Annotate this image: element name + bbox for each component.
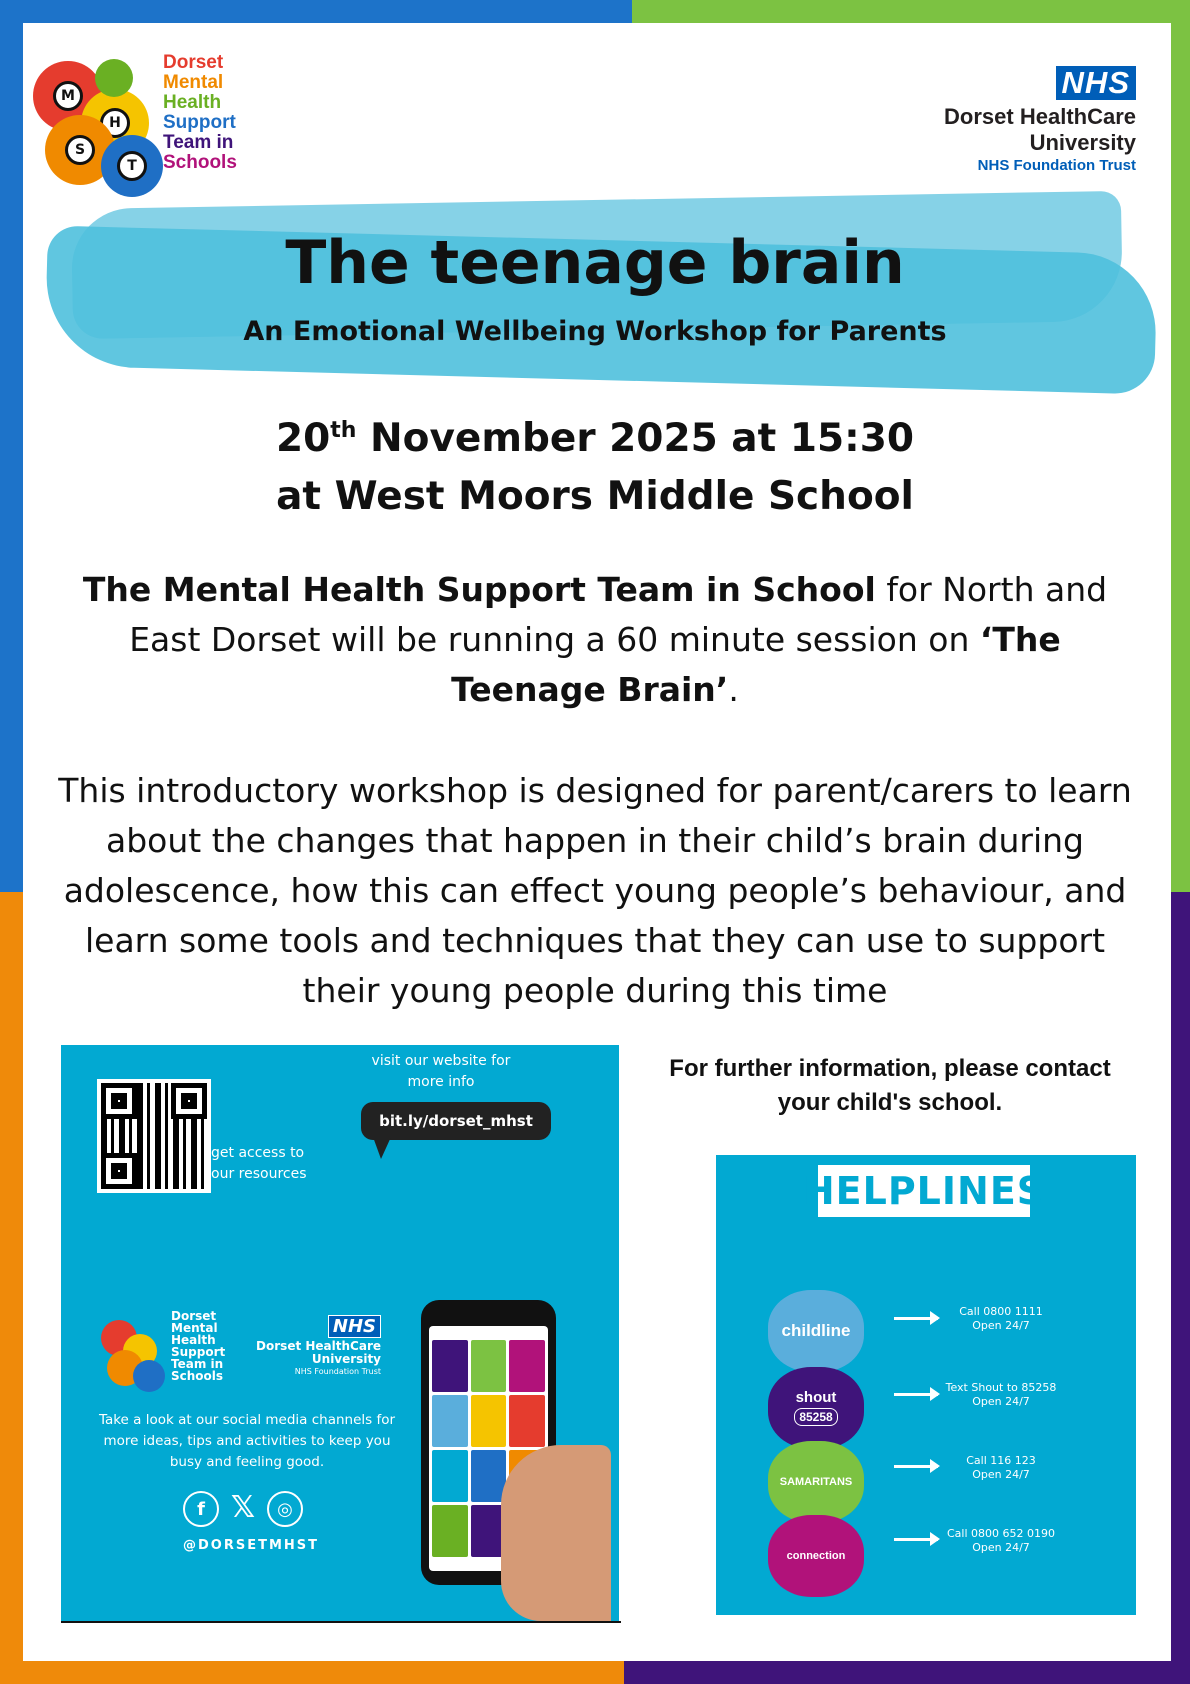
nhs-trust-name-line3: NHS Foundation Trust [977, 157, 1136, 174]
further-info: For further information, please contact your child's school. [669, 1055, 1111, 1116]
shout-info: Text Shout to 85258 Open 24/7 [945, 1381, 1057, 1408]
mini-mhst-logo [101, 1310, 231, 1390]
arrow-icon [894, 1538, 938, 1541]
gear-t-icon: T [101, 135, 163, 197]
intro-paragraph: The Mental Health Support Team in School for North and East Dorset will be running a 60 minute session on ‘The Teenage Brain’. [82, 570, 1108, 709]
gear-s-icon: S [45, 115, 115, 185]
helplines-title: HELPLINES [818, 1165, 1030, 1217]
shout-logo: shout 85258 [768, 1367, 864, 1449]
mini-nhs-logo: NHS Dorset HealthCare University NHS Foundation Trust [256, 1316, 381, 1376]
nhs-trust-name-line1: Dorset HealthCare [944, 104, 1136, 129]
arrow-icon [894, 1465, 938, 1468]
connection-logo: connection [768, 1515, 864, 1597]
childline-info: Call 0800 1111 Open 24/7 [959, 1305, 1043, 1332]
hand-image [501, 1445, 611, 1621]
resources-caption: get access to our resources [211, 1145, 307, 1182]
nhs-logo [944, 66, 1136, 176]
description-paragraph: This introductory workshop is designed for parent/carers to learn about the changes that happen in their child’s brain during adolescence, how this can effect young people’s behaviour, and learn some tools and techniques that they can use to support their young people during this time [58, 771, 1132, 1010]
gear-h-icon: H [81, 89, 149, 157]
mhst-logo [33, 53, 253, 183]
gear-small-icon [95, 59, 133, 97]
website-link[interactable]: bit.ly/dorset_mhst [361, 1102, 551, 1140]
event-date-venue [0, 402, 1190, 526]
arrow-icon [894, 1393, 938, 1396]
event-date: 20th November 2025 at 15:30 [276, 416, 914, 461]
gear-m-icon: M [33, 61, 103, 131]
event-subtitle: An Emotional Wellbeing Workshop for Parents [243, 316, 947, 347]
event-venue: at West Moors Middle School [276, 474, 914, 519]
panel-underline [61, 1621, 621, 1623]
social-media-panel [61, 1045, 619, 1621]
childline-logo: childline [768, 1290, 864, 1372]
speech-bubble-tail [373, 1137, 391, 1159]
nhs-badge: NHS [1056, 66, 1136, 100]
mhst-logo-words: Dorset Mental Health Support Team in Schools [163, 52, 237, 173]
facebook-icon[interactable]: f [183, 1491, 219, 1527]
qr-code[interactable] [97, 1079, 211, 1193]
arrow-icon [894, 1317, 938, 1320]
social-tagline: Take a look at our social media channels for more ideas, tips and activities to keep you busy and feeling good. [98, 1412, 396, 1470]
helplines-panel [716, 1155, 1136, 1615]
nhs-trust-name-line2: University [1029, 130, 1136, 155]
mini-gear-icon [133, 1360, 165, 1392]
social-handle[interactable]: @DORSETMHST [183, 1538, 320, 1553]
samaritans-info: Call 116 123 Open 24/7 [966, 1454, 1036, 1481]
samaritans-logo: SAMARITANS [768, 1441, 864, 1523]
mini-logo-words: Dorset Mental Health Support Team in Schools [171, 1309, 226, 1383]
instagram-icon[interactable]: ◎ [267, 1491, 303, 1527]
website-caption: visit our website for more info [371, 1053, 511, 1090]
event-title: The teenage brain [285, 228, 905, 298]
social-icons [183, 1491, 303, 1527]
x-icon[interactable]: 𝕏 [230, 1489, 256, 1525]
connection-info: Call 0800 652 0190 Open 24/7 [946, 1527, 1055, 1554]
